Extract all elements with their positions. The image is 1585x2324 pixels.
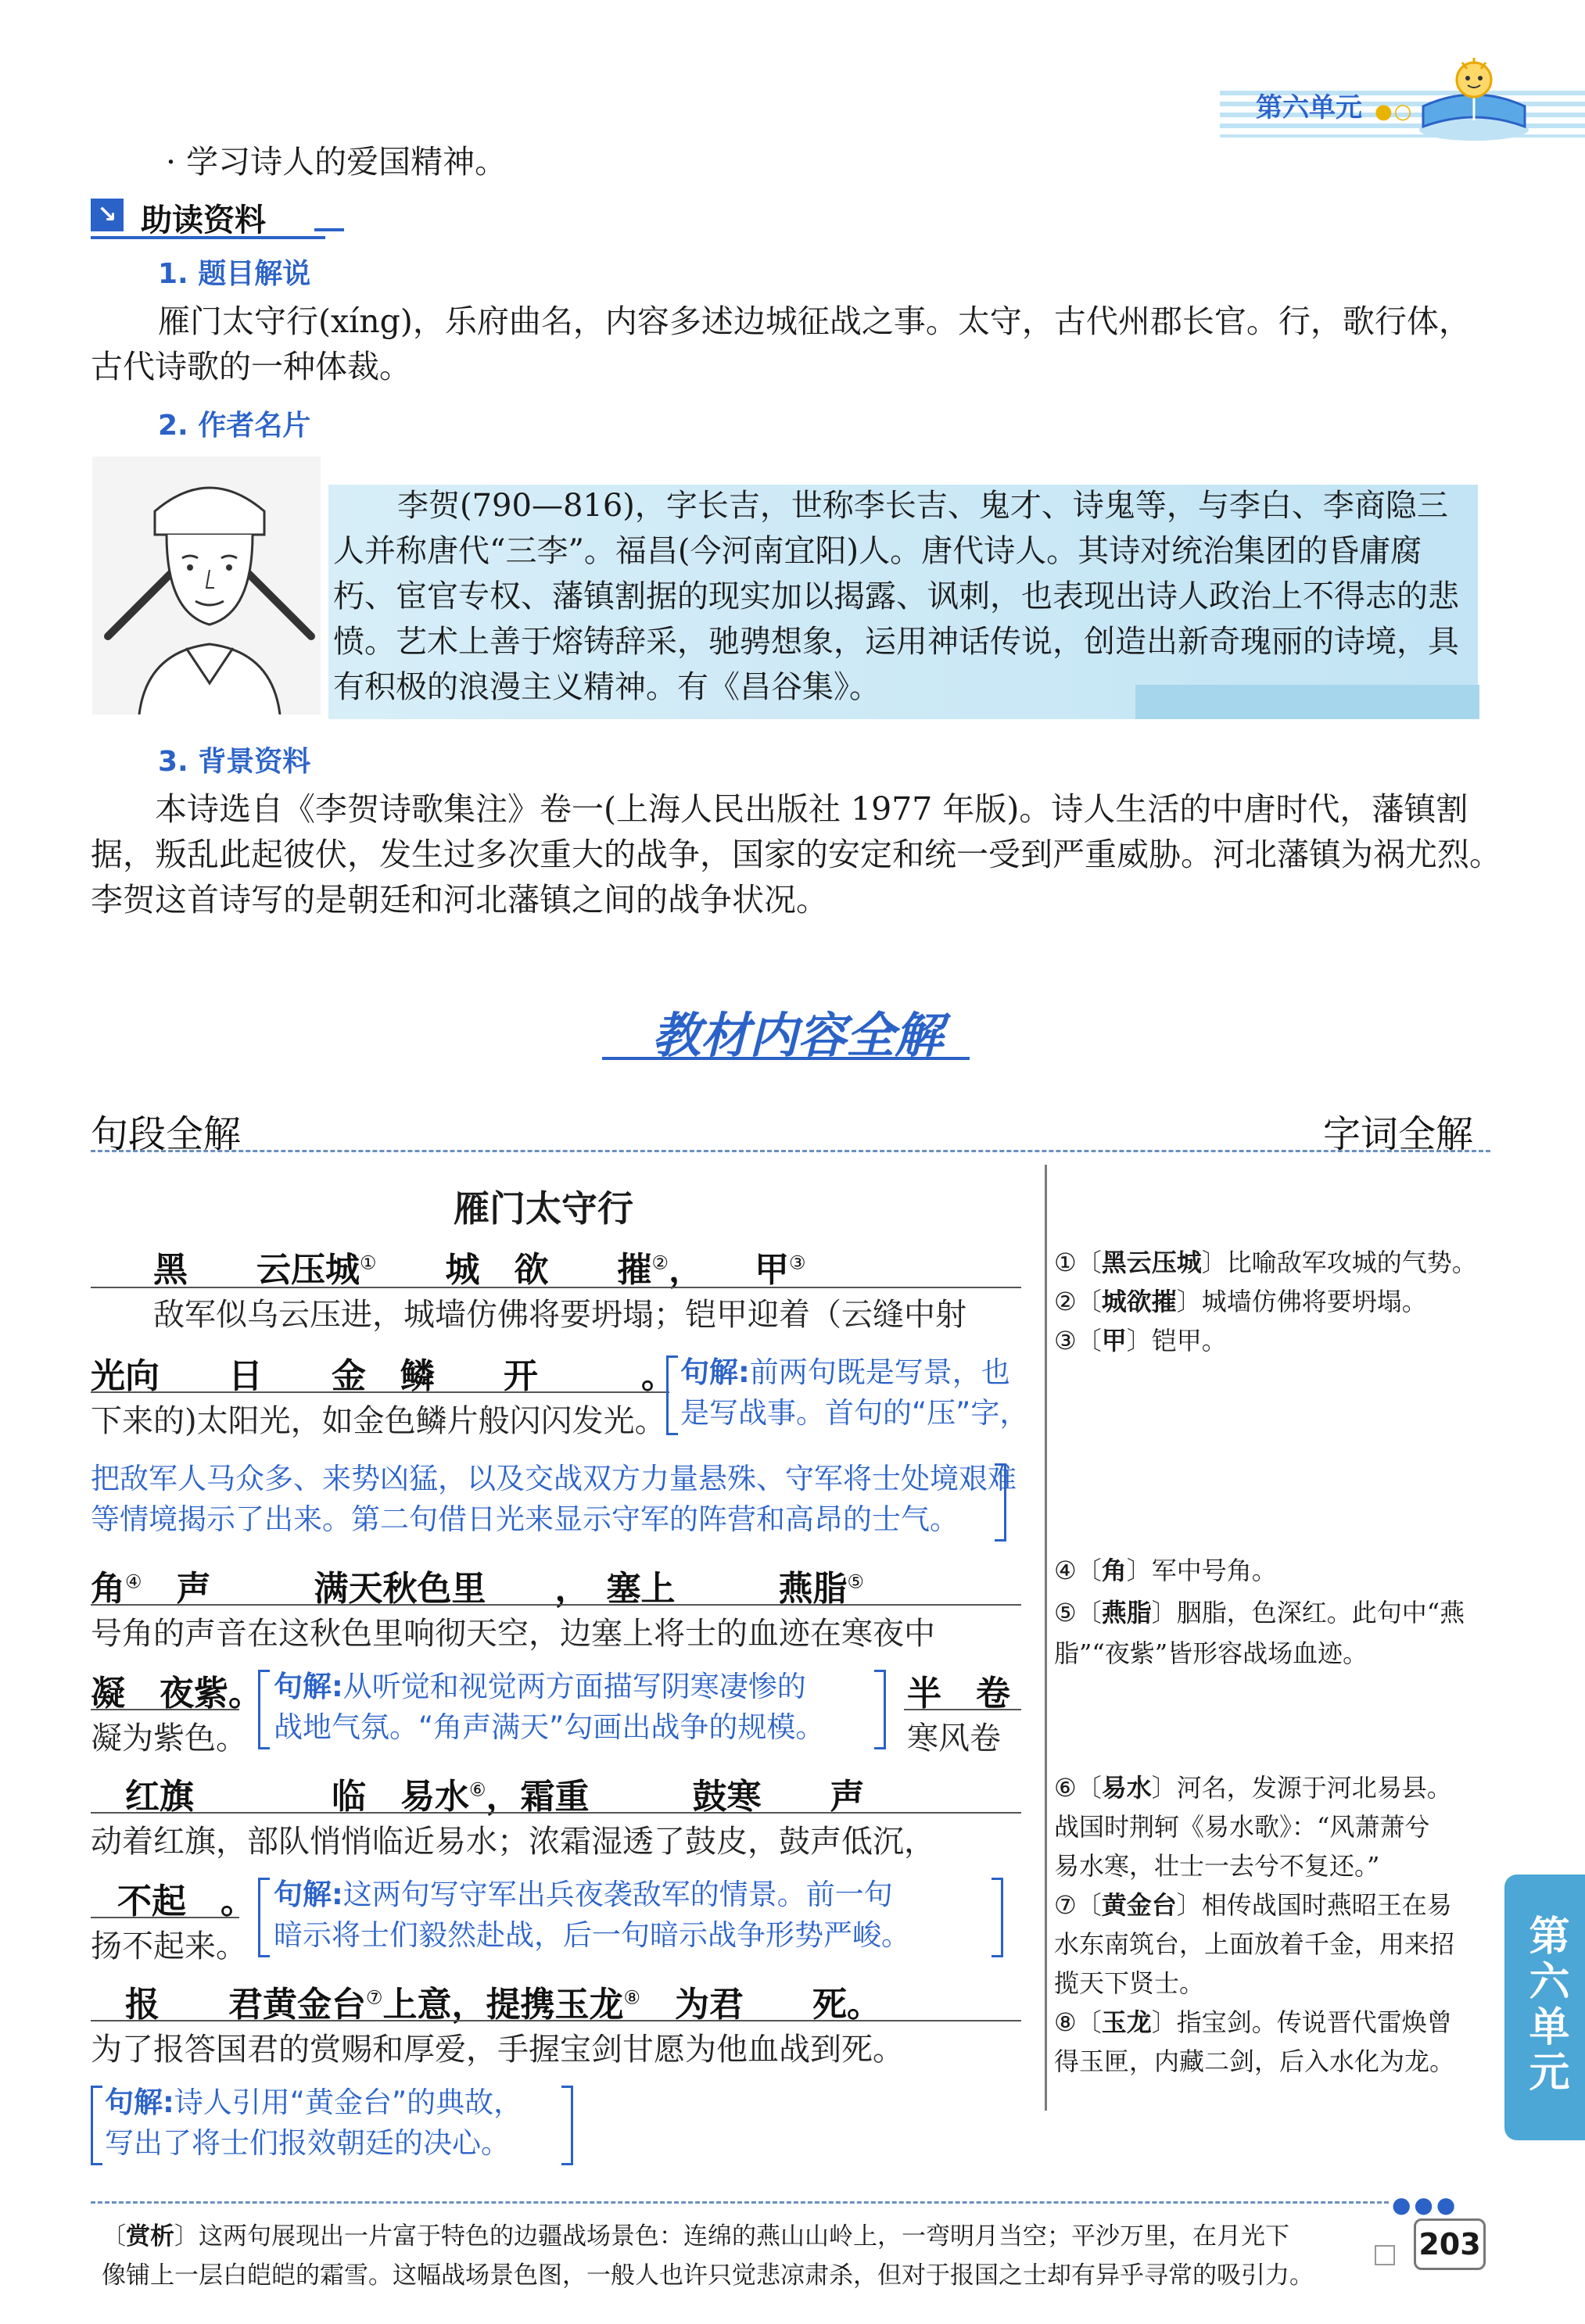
section-heading-1: 1. 题目解说 [158,258,311,290]
poem-title: 雁门太守行 [454,1187,633,1230]
aux-underline-tail [314,228,344,231]
li-he-portrait-icon [92,457,321,714]
poem-rule [91,1604,1021,1606]
gloss-3: ③〔甲〕铠甲。 [1054,1326,1227,1355]
section-heading-3: 3. 背景资料 [158,746,311,778]
gloss-7-cont: 水东南筑台，上面放着千金，用来招 [1054,1929,1455,1959]
column-divider [1045,1165,1047,2111]
translation-7: 为了报答国君的赏赐和厚爱，手握宝剑甘愿为他血战到死。 [91,2032,904,2068]
poem-line-2: 光向 日 金 鳞 开 。 [91,1356,676,1396]
poem-rule [91,1812,1021,1814]
bracket-left [666,1355,678,1435]
gloss-6: ⑥〔易水〕河名，发源于河北易县。 [1054,1773,1452,1803]
poem-rule [91,1917,239,1918]
poem-line-1: 黑 云压城① 城 欲 摧②， 甲③ [153,1250,806,1290]
annotation-4: 句解:诗人引用“黄金台”的典故， [105,2086,523,2119]
gloss-4: ④〔角〕军中号角。 [1054,1556,1277,1585]
gloss-5: ⑤〔燕脂〕胭脂，色深红。此句中“燕 [1054,1598,1465,1628]
bracket-left [91,2086,102,2165]
author-bio: 李贺(790—816)，字长吉，世称李长吉、鬼才、诗鬼等，与李白、李商隐三人并称唐代“三李”。福昌(今河南宜阳)人。唐代诗人。其诗对统治集团的昏庸腐朽、宦官专权、藩镇割据的现实加以揭露、讽刺，也表现出诗人政治上不得志的悲愤。艺术上善于熔铸辞采，驰骋想象，运用神话传说，创造出新奇瑰丽的诗境，具有积极的浪漫主义精神。有《昌谷集》。 [333,488,1459,705]
appreciation-footnote: 〔赏析〕这两句展现出一片富于特色的边疆战场景色：连绵的燕山山岭上，一弯明月当空；平沙万里，在月光下 像铺上一层白皑皑的霜雪。这幅战场景色图，一般人也许只觉悲凉肃杀，但对于报国之士却有异乎寻常的吸引力。 [102,2222,1314,2290]
section-text-1: 雁门太守行(xíng)，乐府曲名，内容多述边城征战之事。太守，古代州郡长官。行，歌行体，古代诗歌的一种体裁。 [91,303,1471,385]
section-text-3: 本诗选自《李贺诗歌集注》卷一(上海人民出版社 1977 年版)。诗人生活的中唐时代，藩镇割据，叛乱此起彼伏，发生过多次重大的战争，国家的安定和统一受到严重威胁。河北藩镇为祸尤烈。李贺这首诗写的是朝廷和河北藩镇之间的战争状况。 [91,790,1501,918]
translation-4: 凝为紫色。 [91,1721,247,1756]
translation-6: 扬不起来。 [91,1928,247,1964]
poem-line-6: 不起 。 [117,1882,255,1921]
gloss-6-cont: 战国时荆轲《易水歌》：“风萧萧兮 [1054,1812,1430,1842]
footer-dots: ●●● [1392,2192,1459,2218]
gloss-2: ②〔城欲摧〕城墙仿佛将要坍塌。 [1054,1287,1427,1316]
annotation-1-cont: 是写战事。首句的“压”字， [680,1396,1029,1430]
poem-rule [91,1709,239,1710]
translation-5: 动着红旗，部队悄悄临近易水；浓霜湿透了鼓皮，鼓声低沉， [91,1824,935,1860]
poem-line-7: 报 君黄金台⑦上意，提携玉龙⑧ 为君 死。 [91,1985,882,2025]
poem-line-4: 凝 夜紫。 [91,1674,263,1713]
translation-4b: 寒风卷 [907,1721,1001,1756]
left-column-title: 句段全解 [91,1112,242,1156]
book-mascot-icon [1415,52,1533,144]
unit-side-tab-label: 第六单元 [1522,1914,1569,2096]
annotation-1-cont: 等情境揭示了出来。第二句借日光来显示守军的阵营和高昂的士气。 [91,1502,959,1536]
gloss-8: ⑧〔玉龙〕指宝剑。传说晋代雷焕曾 [1054,2007,1452,2037]
footer-divider [91,2201,1389,2204]
learning-goal: · 学习诗人的爱国精神。 [166,143,507,181]
annotation-3-cont: 暗示将士们毅然赴战，后一句暗示战争形势严峻。 [274,1918,910,1952]
gloss-5-cont: 脂”“夜紫”皆形容战场血迹。 [1054,1638,1368,1668]
bracket-right [874,1670,886,1749]
poem-rule [91,1287,1021,1288]
column-header-divider [91,1150,1490,1152]
annotation-1-cont: 把敌军人马众多、来势凶猛，以及交战双方力量悬殊、守军将士处境艰难 [91,1462,1017,1495]
gloss-7: ⑦〔黄金台〕相传战国时燕昭王在易 [1054,1890,1452,1920]
bracket-right [995,1463,1006,1542]
aux-underline [91,236,325,239]
bracket-left [258,1670,270,1749]
banner-underline [602,1057,970,1060]
translation-3: 号角的声音在这秋色里响彻天空，边塞上将士的血迹在寒夜中 [91,1616,935,1652]
poem-line-5: 红旗 临 易水⑥，霜重 鼓寒 声 [91,1777,865,1817]
annotation-3: 句解:这两句写守军出兵夜袭敌军的情景。前一句 [274,1878,893,1911]
content-banner: 教材内容全解 [651,1007,943,1064]
bracket-right [992,1878,1003,1957]
poem-rule [91,1391,669,1393]
gloss-8-cont: 得玉匣，内藏二剑，后入水化为龙。 [1054,2046,1455,2076]
annotation-4-cont: 写出了将士们报效朝廷的决心。 [105,2126,510,2160]
annotation-1: 句解:前两句既是写景，也 [680,1355,1010,1389]
annotation-2-cont: 战地气氛。“角声满天”勾画出战争的规模。 [274,1710,825,1744]
poem-rule [91,2020,1021,2021]
poem-line-3: 角④ 声 满天秋色里 ， 塞上 燕脂⑤ [91,1569,865,1609]
bracket-left [258,1878,270,1957]
gloss-6-cont: 易水寒，壮士一去兮不复还。” [1054,1851,1380,1881]
annotation-2: 句解:从听觉和视觉两方面描写阴寒凄惨的 [274,1670,806,1703]
header-unit-label: 第六单元 [1256,92,1362,124]
arrow-icon: ↘ [91,199,124,231]
bracket-right [561,2086,573,2165]
header-dots: ●○ [1375,100,1414,124]
section-heading-2: 2. 作者名片 [158,410,311,442]
poem-rule [904,1709,1021,1710]
gloss-7-cont: 揽天下贤士。 [1054,1968,1205,1998]
translation-2: 下来的)太阳光，如金色鳞片般闪闪发光。 [91,1403,666,1439]
aux-title: 助读资料 [141,202,266,238]
right-column-title: 字词全解 [1323,1112,1474,1156]
poem-line-4b: 半 卷 [907,1674,1010,1713]
translation-1: 敌军似乌云压进，城墙仿佛将要坍塌；铠甲迎着（云缝中射 [153,1297,966,1333]
gloss-1: ①〔黑云压城〕比喻敌军攻城的气势。 [1054,1248,1477,1277]
page-number: 203 [1414,2218,1486,2270]
checkbox-icon [1375,2245,1395,2265]
